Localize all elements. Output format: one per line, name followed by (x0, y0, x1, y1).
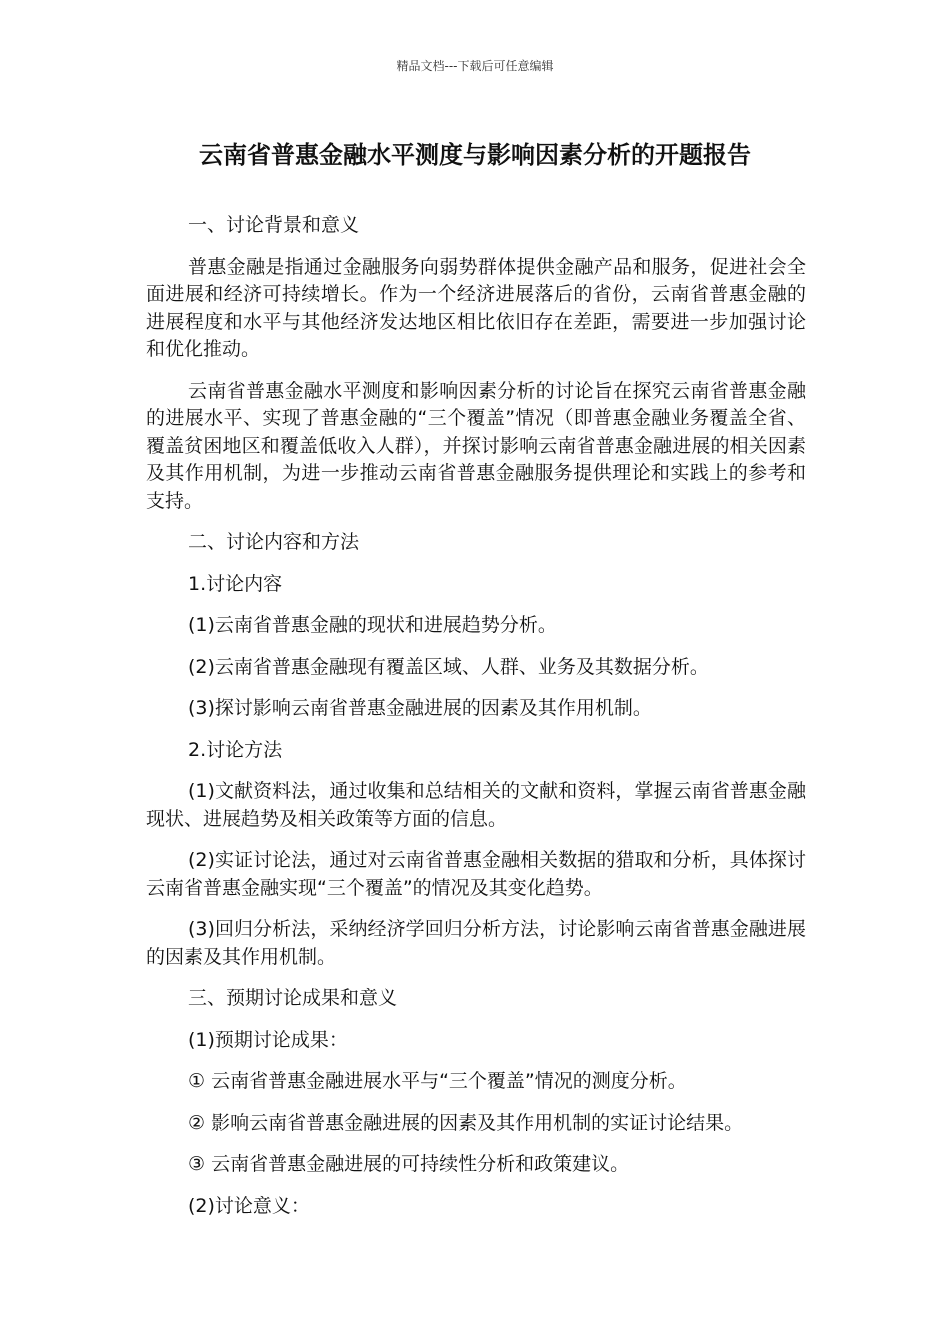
list-item: (2)云南省普惠金融现有覆盖区域、人群、业务及其数据分析。 (188, 655, 709, 678)
body-paragraph: 普惠金融是指通过金融服务向弱势群体提供金融产品和服务，促进社会全面进展和经济可持续增长。作为一个经济进展落后的省份，云南省普惠金融的进展程度和水平与其他经济发达地区相比依旧存在差距，需要进一步加强讨论和优化推动。 (146, 255, 806, 360)
header-note: 精品文档---下载后可任意编辑 (396, 59, 554, 73)
body-paragraph: 云南省普惠金融水平测度和影响因素分析的讨论旨在探究云南省普惠金融的进展水平、实现了普惠金融的“三个覆盖”情况（即普惠金融业务覆盖全省、覆盖贫困地区和覆盖低收入人群），并探讨影响云南省普惠金融进展的相关因素及其作用机制，为进一步推动云南省普惠金融服务提供理论和实践上的参考和支持。 (146, 379, 806, 512)
list-item: ③ 云南省普惠金融进展的可持续性分析和政策建议。 (188, 1153, 630, 1175)
list-item: (3)探讨影响云南省普惠金融进展的因素及其作用机制。 (188, 697, 652, 719)
list-item: ② 影响云南省普惠金融进展的因素及其作用机制的实证讨论结果。 (188, 1111, 744, 1134)
document-body (146, 212, 806, 1234)
section-heading: 二、讨论内容和方法 (188, 531, 360, 553)
list-item: (2)实证讨论法，通过对云南省普惠金融相关数据的猎取和分析，具体探讨云南省普惠金融实现“三个覆盖”的情况及其变化趋势。 (146, 849, 806, 899)
subsection-heading: 1.讨论内容 (188, 572, 283, 595)
list-item: (3)回归分析法，采纳经济学回归分析方法，讨论影响云南省普惠金融进展的因素及其作用机制。 (146, 918, 806, 968)
list-item: (1)文献资料法，通过收集和总结相关的文献和资料，掌握云南省普惠金融现状、进展趋势及相关政策等方面的信息。 (146, 780, 806, 830)
list-item: (1)预期讨论成果： (188, 1028, 348, 1051)
section-heading: 一、讨论背景和意义 (188, 214, 360, 236)
section-heading: 三、预期讨论成果和意义 (188, 987, 398, 1009)
document-title: 云南省普惠金融水平测度与影响因素分析的开题报告 (199, 141, 751, 169)
list-item: ① 云南省普惠金融进展水平与“三个覆盖”情况的测度分析。 (188, 1070, 687, 1092)
list-item: (2)讨论意义： (188, 1194, 310, 1217)
subsection-heading: 2.讨论方法 (188, 738, 283, 761)
list-item: (1)云南省普惠金融的现状和进展趋势分析。 (188, 614, 557, 636)
